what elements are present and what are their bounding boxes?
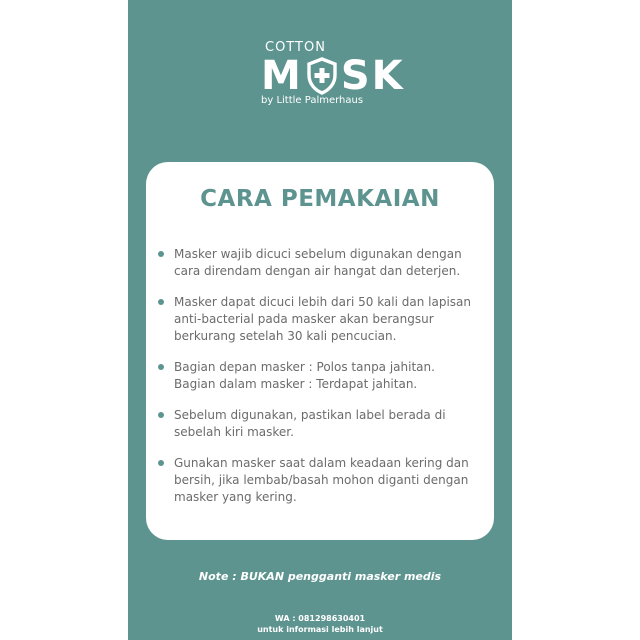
product-info-panel xyxy=(128,0,512,640)
item-line: bersih, jika lembab/basah mohon diganti dengan xyxy=(174,473,469,487)
list-item xyxy=(158,407,488,441)
bullet-icon xyxy=(158,412,164,418)
instructions-list xyxy=(158,246,488,520)
contact-info xyxy=(128,613,512,635)
list-item xyxy=(158,359,488,393)
item-line: masker yang kering. xyxy=(174,490,297,504)
list-item xyxy=(158,294,488,345)
whatsapp-number: WA : 081298630401 xyxy=(274,614,366,623)
logo-main-right: SK xyxy=(340,53,405,99)
item-line: Bagian depan masker : Polos tanpa jahitan. xyxy=(174,360,435,374)
logo-sub-text: by Little Palmerhaus xyxy=(261,95,364,106)
list-item xyxy=(158,455,488,506)
logo-main-left: M xyxy=(261,53,303,99)
item-line: anti-bacterial pada masker akan berangsur xyxy=(174,312,434,326)
card-title: CARA PEMAKAIAN xyxy=(200,186,440,212)
shield-cross-icon xyxy=(306,57,338,95)
item-line: sebelah kiri masker. xyxy=(174,425,294,439)
instructions-card xyxy=(146,162,494,540)
item-line: Sebelum digunakan, pastikan label berada di xyxy=(174,408,446,422)
logo-top-text: COTTON xyxy=(265,40,326,55)
item-line: berkurang setelah 30 kali pencucian. xyxy=(174,329,397,343)
item-line: Masker wajib dicuci sebelum digunakan dengan xyxy=(174,247,462,261)
list-item xyxy=(158,246,488,280)
bullet-icon xyxy=(158,251,164,257)
contact-caption: untuk informasi lebih lanjut xyxy=(257,625,383,634)
item-line: cara direndam dengan air hangat dan deterjen. xyxy=(174,264,461,278)
bullet-icon xyxy=(158,460,164,466)
item-line: Masker dapat dicuci lebih dari 50 kali dan lapisan xyxy=(174,295,472,309)
logo-main-text xyxy=(261,54,405,98)
item-line: Bagian dalam masker : Terdapat jahitan. xyxy=(174,377,418,391)
disclaimer-note: Note : BUKAN pengganti masker medis xyxy=(198,570,442,583)
bullet-icon xyxy=(158,364,164,370)
bullet-icon xyxy=(158,299,164,305)
item-line: Gunakan masker saat dalam keadaan kering dan xyxy=(174,456,469,470)
